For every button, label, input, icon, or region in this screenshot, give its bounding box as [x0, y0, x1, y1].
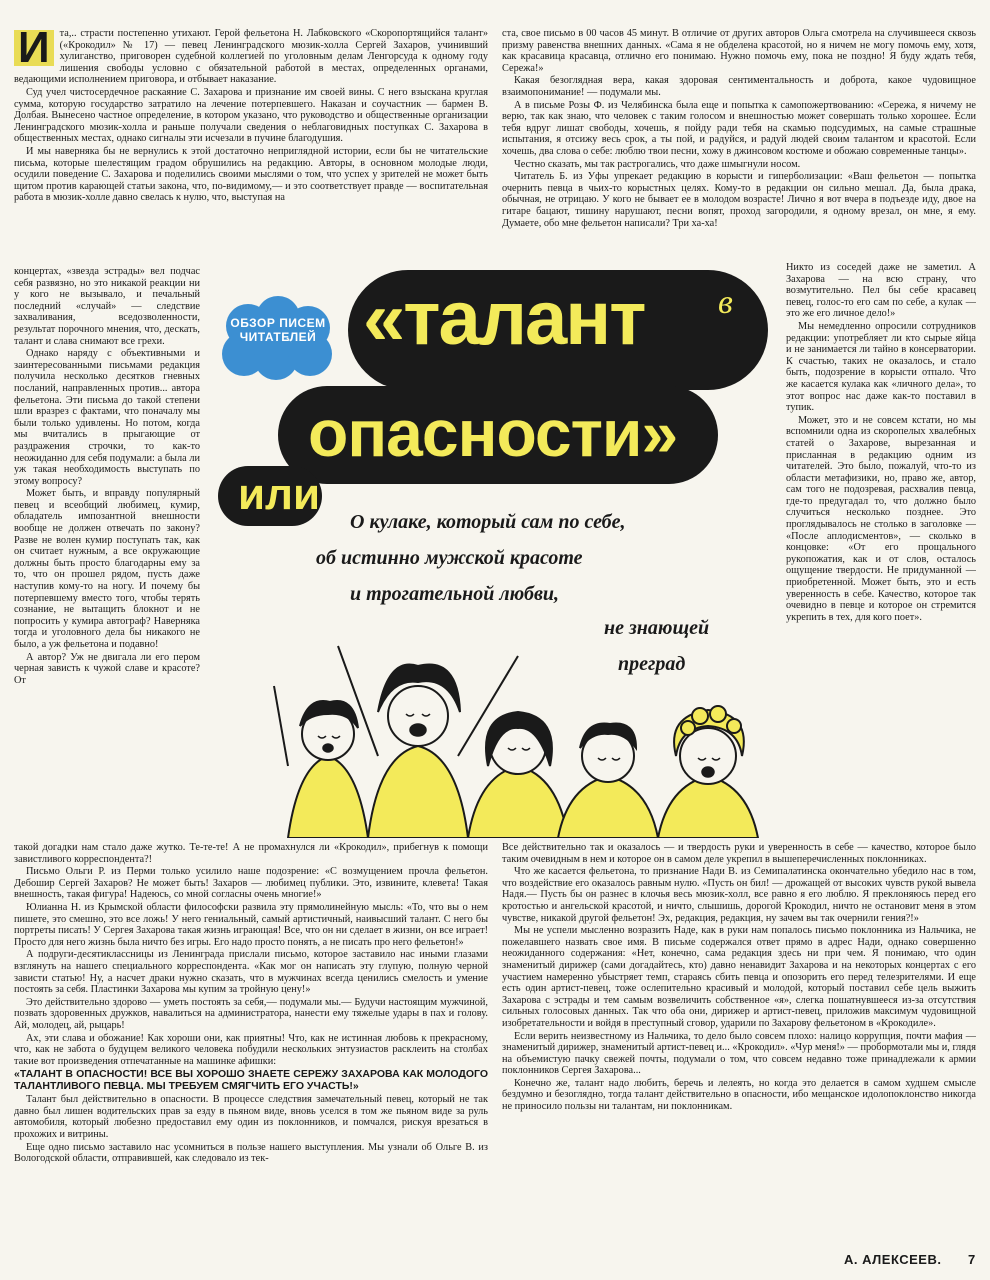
paragraph: Все действительно так и оказалось — и твердость руки и уверенность в себе — качество, которое было таким очевидным в нем и которое он в самом деле укрепил в вышеперечисленных поклонниках. — [502, 842, 976, 865]
paragraph: Мы не успели мысленно возразить Наде, как в руки нам попалось письмо поклонника из Нальчика, не пожелавшего назвать свое имя. В письме содержался ответ прямо в адрес Нади, однако совершенно неожиданного содержания: «Нет, конечно, сама редакция здесь ни при чем. Я понимаю, что один знаменитый дирижер (сами догадайтесь, кто) давно ненавидит Захарова и на некоторых концертах с его участием намеренно убыстряет темп, стараясь сбить певца и опозорить его перед телезрителями. И еще есть один артист-певец, тоже ослепительно красивый и молодой, который поставил себе цель выжить Захарова с эстрады и тем самым возвеличить собственное «я», слегка пошатнувшееся из-за отсутствия сильных голосовых данных. Так что оба они, дирижер и артист-певец, приложив максимум чудовищной изобретательности и войдя в преступный сговор, ударили по Захарову фельетоном в «Крокодиле». — [502, 925, 976, 1029]
drop-cap: И — [14, 30, 54, 66]
paragraph: такой догадки нам стало даже жутко. Те-те-те! А не промахнулся ли «Крокодил», прибегнув к помощи завистливого корреспондента?! — [14, 842, 488, 865]
article-column-bottom-left — [14, 842, 488, 1248]
article-column-bottom-right — [502, 842, 976, 1248]
poster-quote: «ТАЛАНТ В ОПАСНОСТИ! ВСЕ ВЫ ХОРОШО ЗНАЕТЕ СЕРЕЖУ ЗАХАРОВА КАК МОЛОДОГО ТАЛАНТЛИВОГО ПЕВЦА. МЫ ТРЕБУЕМ СМЯГЧИТЬ ЕГО УЧАСТЬ!» — [14, 1068, 488, 1093]
paragraph: Мы немедленно опросили сотрудников редакции: употребляет ли кто сырые яйца и не занимается ли тайно в консерватории. К счастью, таких не оказалось, и стало быть, подозрение в корысти отпало. Что же касается кулака как «личного дела», то этот вопрос нас даже как-то поставил в тупик. — [786, 320, 976, 414]
paragraph: И мы наверняка бы не вернулись к этой достаточно неприглядной истории, если бы не читательские письма, которые шелестящим градом обрушились на редакцию. Авторы, в основном молодые люди, осудили поведение С. Захарова и поделились своими мыслями о том, что успех у зрителей не может быть щитом против карающей статьи закона, что, по-видимому,— и это соответствует правде — воспитательная работа в мюзик-холле давно свелась к нулю, что, выступая на — [14, 145, 488, 204]
paragraph: Конечно же, талант надо любить, беречь и лелеять, но когда это делается в самом худшем смысле бездумно и безоглядно, тогда талант действительно в опасности, ибо мещанское идолопоклонство никогда не приносило пользы ни талантам, ни поклонникам. — [502, 1077, 976, 1113]
crying-fans-illustration — [268, 616, 768, 838]
paragraph: Может быть, и вправду популярный певец и всеобщий любимец, кумир, обладатель импозантной внешности вообще не должен отвечать по закону? Разве не волен кумир поступать так, как он считает нужным, а все окружающие должны быть просто благодарны ему за то, что он прошел рядом, пусть даже наступив кому-то на ногу. И почему бы потерпевшему вместо того, чтобы терять сознание, не вытащить блокнот и не попросить у кумира автограф? Наверняка тогда и уголовного дела бы никакого не было, а уж фельетона и подавно! — [14, 488, 200, 650]
page-number: 7 — [968, 1252, 976, 1267]
article-column-right — [786, 262, 976, 840]
paragraph: Что же касается фельетона, то признание Нади В. из Семипалатинска окончательно убедило нас в том, что воздействие его оказалось равным нулю. «Пусть он бил! — дрожащей от высоких чувств рукой вывела Надя.— Пусть бы он разнес в клочья весь мюзик-холл, все равно я его люблю. Я преклоняюсь перед его кротостью и ангельской красотой, и ничто, слышишь, дорогой Крокодил, ничто не остановит меня в этом чувстве, никакой другой фельетон! Эх, редакция, редакция, ну зачем вы так очернили гения?!» — [502, 866, 976, 924]
subtitle-line: О кулаке, который сам по себе, — [350, 511, 626, 533]
paragraph: А подруги-десятиклассницы из Ленинграда прислали письмо, которое заставило нас иными глазами взглянуть на нашего специального корреспондента. «Как мог он написать эту глупую, полную черной зависти статью! Ну, а насчет драки нужно сказать, что в мужчинах всегда ценились смелость и умение постоять за себя. Пластинки Захарова мы купим за тройную цену!» — [14, 949, 488, 996]
subtitle-line: об истинно мужской красоте — [316, 547, 583, 569]
paragraph: Юлианна Н. из Крымской области философски развила эту прямолинейную мысль: «То, что вы о нем пишете, это смешно, это все ложь! У него гениальный, самый артистичный, наивысший талант. С него бы портреты писать! У Сергея Захарова такая жизнь играющая! Все, что он ни сделает в жизни, он все играет! Просто для него жизнь была ничто без игры. Его надо просто понять, а не писать про него фельетон!» — [14, 901, 488, 948]
subtitle-line: не знающей — [604, 617, 710, 639]
subtitle-line: преград — [618, 653, 686, 675]
paragraph: Никто из соседей даже не заметил. А Захарова — на всю страну, что возмутительно. Пел бы себе красавец певец, голос-то его сам по себе, а кулак — это же его личное дело!» — [786, 262, 976, 320]
article-column-left — [14, 266, 200, 840]
paragraph: Это действительно здорово — уметь постоять за себя,— подумали мы.— Будучи настоящим мужчиной, позвать здоровенных дружков, навалиться на администратора, нанести ему тяжелые удары в пах и голову. Ай, молодец, ай, рыцарь! — [14, 996, 488, 1031]
paragraph: Какая безоглядная вера, какая здоровая сентиментальность и доброта, какое чудовищное взаимопонимание! — подумали мы. — [502, 75, 976, 98]
paragraph: А автор? Уж не двигала ли его пером черная зависть к чужой славе и красоте? От — [14, 651, 200, 686]
paragraph: та,.. страсти постепенно утихают. Герой фельетона Н. Лабковского «Скоропортящийся талант» («Крокодил» № 17) — певец Ленинградского мюзик-холла Сергей Захаров, учинивший хулиганство, приговорен судебной коллегией по уголовным делам Ленгорсуда к одному году лишения свободы условно с обязательной работой в местах, определенных органами, ведающими исполнением приговора, и отбывает наказание. — [14, 28, 488, 86]
headline-title-line1: «талант — [363, 276, 645, 361]
paragraph: Ах, эти слава и обожание! Как хороши они, как приятны! Что, как не истинная любовь к прекрасному, что, как не забота о будущем великого человека побудили нескольких энтузиастов расклеить на столбах такие вот произведения отпечатанные на машинке афишки: — [14, 1032, 488, 1067]
article-column-top-right — [502, 28, 976, 258]
paragraph: Читатель Б. из Уфы упрекает редакцию в корысти и гиперболизации: «Ваш фельетон — попытка очернить певца в чьих-то корыстных целях. Кому-то в редакции он сильно мешал. Да, была драка, обычная, не отрицаю. У кого не бывает ее в молодом возрасте! Лично я вот вчера в подъезде иду, двое на гитаре бацают, тишину нарушают, песни вопят, проход загородили, я одному врезал, он мне, я ему. Думаете, обо мне фельетон написали? Три ха-ха! — [502, 171, 976, 229]
paragraph: Может, это и не совсем кстати, но мы вспомнили одна из скоропелых хвалебных статей о Захарове, вырезанная и присланная в редакцию одним из читателей. Это было, пожалуй, что-то из области метафизики, но, право же, автор, сам того не подозревая, расхвалив певца, где-то предугадал то, что должно было случиться несколько позднее. Это проглядывалось не столько в заголовке — «После аплодисментов», — сколько в концовке: «От его прощального рукопожатия, как и от слов, осталось ощущение твердости. Не придуманной — приобретенной. Может быть, это и есть уверенность в себе. Качество, которое так очевидно в певце и которое он стремится укрепить в тех, для кого поет». — [786, 414, 976, 623]
paragraph: Суд учел чистосердечное раскаяние С. Захарова и признание им своей вины. С него взыскана круглая сумма, которую государство затратило на лечение потерпевшего. Наказан и соучастник — бармен В. Долбая. Вынесено частное определение, в котором указано, что руководство и общественные организации Ленинградского мюзик-холла и раньше получали сведения о неблаговидных поступках С. Захарова в общественных местах, однако сигналы эти исчезали в пучине благодушия. — [14, 86, 488, 145]
paragraph: Честно сказать, мы так растрогались, что даже шмыгнули носом. — [514, 158, 801, 170]
paragraph: Однако наряду с объективными и заинтересованными письмами редакция получила несколько десятков гневных посланий, направленных против... автора фельетона. Эти письма до такой степени шли вразрез с фактами, что поначалу мы были только удивлены. Но потом, когда мы вчитались в прыгающие от раздражения строчки, то как-то неожиданно для себя подумали: а была ли уж такая необходимость выступать по этому вопросу? — [14, 348, 200, 487]
paragraph: Еще одно письмо заставило нас усомниться в пользе нашего выступления. Мы узнали об Ольге В. из Вологодской области, отправившей, как следовало из тек- — [14, 1141, 488, 1165]
paragraph: ста, свое письмо в 00 часов 45 минут. В отличие от других авторов Ольга смотрела на случившееся сквозь призму равенства внешних данных. «Сама я не обделена красотой, но я ничем не могу помочь ему, хотя, как красавица красавца, отлично его понимаю. Нужно помочь ему, пока не поздно! Я буду ждать тебя, Сережа!» — [502, 28, 976, 74]
subtitle-line: и трогательной любви, — [350, 583, 560, 605]
paragraph: Письмо Ольги Р. из Перми только усилило наше подозрение: «С возмущением прочла фельетон. Дебошир Сергей Захаров? Не может быть! Захаров — любимец публики. Это, извините, клевета! Такая внешность, такая фигура! Надеюсь, со мной согласны очень многие!» — [14, 866, 488, 901]
headline-illustration — [208, 266, 780, 838]
headline-ili: или — [238, 470, 321, 519]
article-column-top-left — [14, 28, 488, 264]
headline-title-line2: опасности» — [308, 396, 678, 470]
cloud-label: ОБЗОР ПИСЕМ ЧИТАТЕЛЕЙ — [230, 316, 326, 344]
paragraph: Если верить неизвестному из Нальчика, то дело было совсем плохо: налицо коррупция, почти мафия — знаменитый дирижер, знаменитый артист-певец и... «Крокодил». «Чур меня!» — пробормотали мы и, глядя на объемистую пачку свежей почты, подумали о том, что совсем недавно тоже принадлежали к армии поклонников Сергея Захарова... — [502, 1030, 976, 1077]
paragraph: концертах, «звезда эстрады» вел подчас себя развязно, но это никакой реакции ни у кого не вызывало, и печальный последний «случай» — следствие захваливания, вседозволенности, результат порочного мнения, что, дескать, талант и слава снимают все грехи. — [14, 266, 200, 347]
headline-title-v: в — [718, 284, 733, 321]
paragraph: А в письме Розы Ф. из Челябинска была еще и попытка к самопожертвованию: «Сережа, я ничему не верю, так как знаю, что человек с таким голосом и внешностью может совершать только хорошее. Если тебя вдруг лишат свободы, хочешь, я пойду ради тебя на скамью подсудимых, на самые страшные испытания, я отсижу весь срок, а ты пой, и радуйся, и радуй людей своим талантом и красотой. Если хочешь, два слова о себе: люблю твои песни, хожу в джинсовом костюме и обожаю современные танцы». — [502, 99, 976, 157]
author-signature: А. АЛЕКСЕЕВ. — [844, 1252, 942, 1267]
paragraph: Талант был действительно в опасности. В процессе следствия замечательный певец, который не так давно был лишен водительских прав за езду в пьяном виде, вновь уселся в том же пьяном виде за руль автомобиля, который любезно предоставил ему один из поклонников, и помчался, рискуя врезаться в прохожих и витрины. — [14, 1094, 488, 1141]
